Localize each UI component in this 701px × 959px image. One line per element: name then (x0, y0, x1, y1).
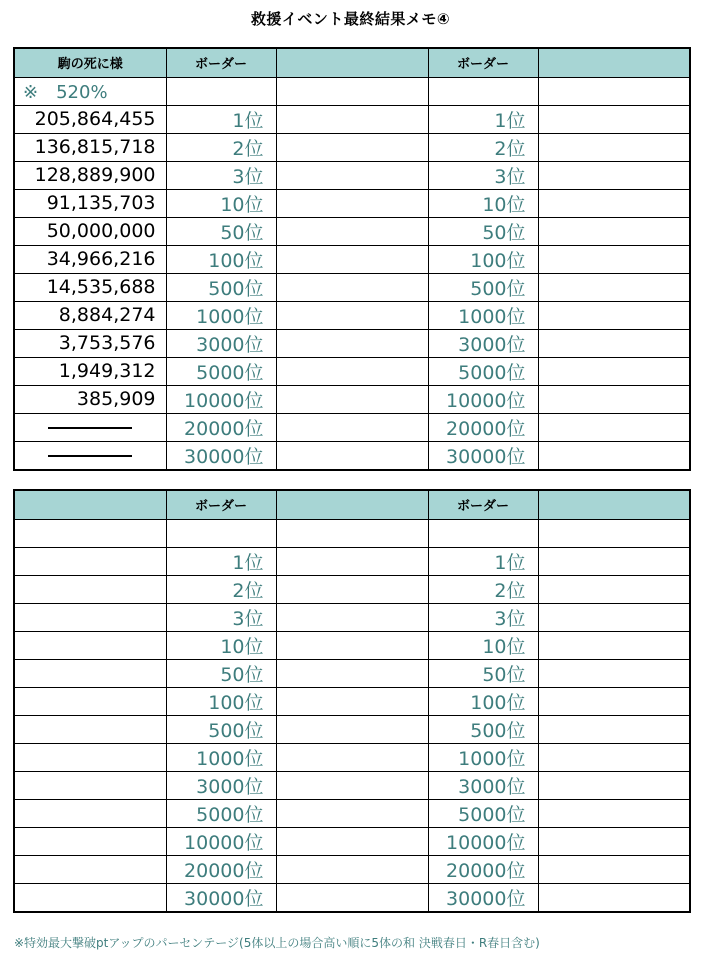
blank-cell (166, 77, 276, 105)
blank-cell (538, 827, 690, 855)
score-cell (14, 575, 166, 603)
rank-cell: 100位 (166, 687, 276, 715)
score-cell (14, 441, 166, 470)
blank-cell (276, 771, 428, 799)
blank-cell (538, 547, 690, 575)
rank-cell: 10位 (428, 631, 538, 659)
blank-cell (538, 357, 690, 385)
score-cell (14, 743, 166, 771)
blank-cell (276, 827, 428, 855)
blank-cell (276, 245, 428, 273)
blank-cell (276, 133, 428, 161)
footnote: ※特効最大撃破ptアップのパーセンテージ(5体以上の場合高い順に5体の和 決戦春日・R春日含む) (14, 936, 540, 950)
rank-cell: 2位 (166, 133, 276, 161)
rank-cell: 3000位 (166, 771, 276, 799)
blank-cell (538, 441, 690, 470)
blank-cell (276, 519, 428, 547)
table-row (14, 743, 690, 771)
table-row (14, 827, 690, 855)
table-row (14, 659, 690, 687)
blank-cell (276, 273, 428, 301)
rank-cell: 10位 (166, 631, 276, 659)
blank-cell (276, 575, 428, 603)
blank-cell (538, 77, 690, 105)
rank-cell: 1位 (166, 105, 276, 133)
table-row (14, 715, 690, 743)
blank-cell (538, 133, 690, 161)
table-row (14, 329, 690, 357)
table-row (14, 771, 690, 799)
table-row (14, 161, 690, 189)
rank-cell: 3位 (428, 603, 538, 631)
table-row (14, 189, 690, 217)
score-cell: 3,753,576 (14, 329, 166, 357)
rank-cell: 30000位 (166, 883, 276, 912)
rank-cell: 5000位 (428, 799, 538, 827)
rank-cell: 10000位 (428, 385, 538, 413)
blank-cell (276, 189, 428, 217)
blank-cell (276, 855, 428, 883)
blank-cell (538, 161, 690, 189)
score-cell (14, 883, 166, 912)
score-cell: 34,966,216 (14, 245, 166, 273)
rank-cell: 1000位 (428, 743, 538, 771)
rank-cell: 100位 (428, 687, 538, 715)
dash-line (48, 427, 132, 429)
rank-cell: 2位 (428, 133, 538, 161)
rank-cell: 10000位 (166, 385, 276, 413)
blank-cell (276, 547, 428, 575)
score-cell: 91,135,703 (14, 189, 166, 217)
blank-cell (276, 105, 428, 133)
rank-cell: 1000位 (428, 301, 538, 329)
rank-cell: 1位 (428, 547, 538, 575)
score-cell (14, 603, 166, 631)
blank-cell (538, 273, 690, 301)
rank-cell: 1000位 (166, 301, 276, 329)
score-cell (14, 631, 166, 659)
blank-cell (276, 77, 428, 105)
rank-cell: 100位 (428, 245, 538, 273)
score-cell: 385,909 (14, 385, 166, 413)
blank-cell (538, 631, 690, 659)
rank-cell: 30000位 (166, 441, 276, 470)
table-row (14, 273, 690, 301)
rank-cell: 3位 (166, 603, 276, 631)
table-row (14, 631, 690, 659)
header-row (14, 48, 690, 77)
blank-cell (538, 575, 690, 603)
header-cell: ボーダー (166, 490, 276, 519)
score-cell: 128,889,900 (14, 161, 166, 189)
header-cell: ボーダー (166, 48, 276, 77)
blank-cell (276, 301, 428, 329)
table-row (14, 547, 690, 575)
score-cell: 1,949,312 (14, 357, 166, 385)
blank-cell (538, 301, 690, 329)
blank-cell (428, 77, 538, 105)
header-cell: ボーダー (428, 48, 538, 77)
blank-cell (276, 743, 428, 771)
header-cell (14, 490, 166, 519)
blank-cell (538, 855, 690, 883)
rank-cell: 20000位 (166, 413, 276, 441)
header-cell: 駒の死に様 (14, 48, 166, 77)
rank-cell: 100位 (166, 245, 276, 273)
header-cell (276, 48, 428, 77)
rank-cell: 5000位 (428, 357, 538, 385)
rank-cell: 20000位 (166, 855, 276, 883)
table-row (14, 603, 690, 631)
score-cell (14, 855, 166, 883)
blank-cell (538, 883, 690, 912)
rank-cell: 10位 (166, 189, 276, 217)
percentage-note: ※ 520% (14, 77, 166, 105)
note-row (14, 77, 690, 105)
blank-cell (538, 413, 690, 441)
score-cell (14, 547, 166, 575)
score-cell: 14,535,688 (14, 273, 166, 301)
table-row (14, 133, 690, 161)
rank-cell: 10000位 (166, 827, 276, 855)
rank-cell: 3位 (166, 161, 276, 189)
blank-cell (538, 245, 690, 273)
table-row (14, 385, 690, 413)
blank-cell (538, 603, 690, 631)
blank-cell (276, 687, 428, 715)
score-cell (14, 827, 166, 855)
rank-cell: 500位 (166, 273, 276, 301)
table-row (14, 301, 690, 329)
blank-cell (538, 217, 690, 245)
table-row (14, 883, 690, 912)
blank-cell (276, 357, 428, 385)
blank-cell (538, 329, 690, 357)
score-cell (14, 659, 166, 687)
rank-cell: 500位 (428, 715, 538, 743)
rank-cell: 2位 (428, 575, 538, 603)
score-cell (14, 715, 166, 743)
rank-cell: 30000位 (428, 441, 538, 470)
score-cell (14, 799, 166, 827)
rank-cell: 3位 (428, 161, 538, 189)
blank-cell (276, 659, 428, 687)
score-cell (14, 413, 166, 441)
score-cell (14, 771, 166, 799)
blank-cell (276, 161, 428, 189)
header-cell (538, 490, 690, 519)
table-row (14, 105, 690, 133)
header-cell: ボーダー (428, 490, 538, 519)
blank-cell (538, 743, 690, 771)
table-row (14, 687, 690, 715)
blank-cell (276, 799, 428, 827)
rank-cell: 500位 (428, 273, 538, 301)
rank-cell: 1位 (428, 105, 538, 133)
blank-cell (538, 385, 690, 413)
blank-cell (538, 715, 690, 743)
blank-cell (276, 329, 428, 357)
rank-cell: 5000位 (166, 799, 276, 827)
result-table-1 (13, 47, 691, 471)
blank-cell (14, 519, 166, 547)
rank-cell: 10000位 (428, 827, 538, 855)
blank-cell (166, 519, 276, 547)
table-row (14, 575, 690, 603)
blank-cell (538, 105, 690, 133)
table-row (14, 799, 690, 827)
score-cell (14, 687, 166, 715)
rank-cell: 20000位 (428, 855, 538, 883)
blank-cell (538, 519, 690, 547)
result-table-2 (13, 489, 691, 913)
score-cell: 50,000,000 (14, 217, 166, 245)
rank-cell: 2位 (166, 575, 276, 603)
rank-cell: 20000位 (428, 413, 538, 441)
rank-cell: 3000位 (428, 771, 538, 799)
dash-line (48, 455, 132, 457)
rank-cell: 50位 (166, 217, 276, 245)
rank-cell: 10位 (428, 189, 538, 217)
rank-cell: 3000位 (428, 329, 538, 357)
blank-cell (276, 603, 428, 631)
blank-cell (276, 631, 428, 659)
rank-cell: 500位 (166, 715, 276, 743)
note-row (14, 519, 690, 547)
header-cell (276, 490, 428, 519)
score-cell: 205,864,455 (14, 105, 166, 133)
blank-cell (428, 519, 538, 547)
rank-cell: 50位 (428, 659, 538, 687)
blank-cell (276, 217, 428, 245)
header-cell (538, 48, 690, 77)
header-row (14, 490, 690, 519)
rank-cell: 50位 (428, 217, 538, 245)
blank-cell (538, 799, 690, 827)
rank-cell: 50位 (166, 659, 276, 687)
blank-cell (538, 771, 690, 799)
blank-cell (276, 413, 428, 441)
blank-cell (276, 715, 428, 743)
blank-cell (276, 883, 428, 912)
score-cell: 136,815,718 (14, 133, 166, 161)
rank-cell: 1000位 (166, 743, 276, 771)
blank-cell (276, 385, 428, 413)
rank-cell: 5000位 (166, 357, 276, 385)
rank-cell: 1位 (166, 547, 276, 575)
page-title: 救援イベント最終結果メモ④ (250, 10, 451, 28)
score-cell: 8,884,274 (14, 301, 166, 329)
table-row (14, 357, 690, 385)
blank-cell (538, 189, 690, 217)
rank-cell: 30000位 (428, 883, 538, 912)
rank-cell: 3000位 (166, 329, 276, 357)
blank-cell (538, 659, 690, 687)
table-row (14, 245, 690, 273)
table-row (14, 855, 690, 883)
table-row (14, 217, 690, 245)
blank-cell (538, 687, 690, 715)
table-row (14, 413, 690, 441)
blank-cell (276, 441, 428, 470)
table-row (14, 441, 690, 470)
